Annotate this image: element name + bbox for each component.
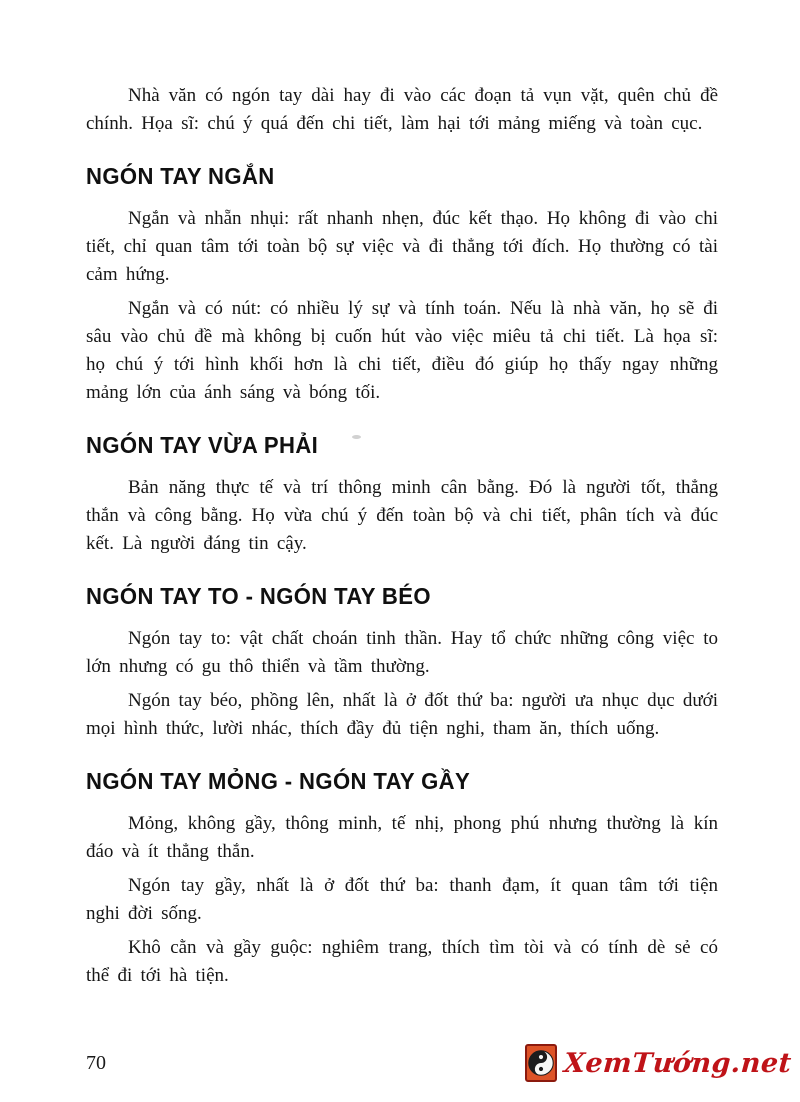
watermark-logo [525,1044,792,1082]
scan-artifact-speck [352,435,361,439]
page-footer [0,1040,800,1102]
watermark-text: XemTướng.net [563,1047,794,1079]
paragraph: Bản năng thực tế và trí thông minh cân bằng. Đó là người tốt, thẳng thắn và công bằng. Họ vừa chú ý đến toàn bộ và chi tiết, phân tích và đúc kết. Là người đáng tin cậy. [86,477,718,554]
paragraph: Ngón tay to: vật chất choán tinh thần. Hay tổ chức những công việc to lớn nhưng có gu thô thiển và tầm thường. [86,628,718,677]
paragraph: Ngắn và nhẵn nhụi: rất nhanh nhẹn, đúc kết thạo. Họ không đi vào chi tiết, chỉ quan tâm tới toàn bộ sự việc và đi thẳng tới đích. Họ thường có tài cảm hứng. [86,208,718,285]
page-number: 70 [86,1052,106,1074]
page-content [86,76,718,990]
heading-ngon-tay-ngan: NGÓN TAY NGẮN [86,163,275,189]
paragraph: Ngón tay béo, phồng lên, nhất là ở đốt thứ ba: người ưa nhục dục dưới mọi hình thức, lười nhác, thích đầy đủ tiện nghi, tham ăn, thích uống. [86,690,718,739]
heading-ngon-tay-to-beo: NGÓN TAY TO - NGÓN TAY BÉO [86,583,431,609]
yin-yang-icon [525,1044,557,1082]
paragraph: Khô cằn và gầy guộc: nghiêm trang, thích tìm tòi và có tính dè sẻ có thể đi tới hà tiện. [86,937,718,986]
paragraph: Mỏng, không gầy, thông minh, tế nhị, phong phú nhưng thường là kín đáo và ít thẳng thắn. [86,813,718,862]
paragraph: Ngón tay gầy, nhất là ở đốt thứ ba: thanh đạm, ít quan tâm tới tiện nghi đời sống. [86,875,718,924]
heading-ngon-tay-mong-gay: NGÓN TAY MỎNG - NGÓN TAY GẦY [86,768,471,794]
heading-ngon-tay-vua-phai: NGÓN TAY VỪA PHẢI [86,432,319,458]
intro-paragraph: Nhà văn có ngón tay dài hay đi vào các đoạn tả vụn vặt, quên chủ đề chính. Họa sĩ: chú ý quá đến chi tiết, làm hại tới mảng miếng và toàn cục. [86,85,718,134]
paragraph: Ngắn và có nút: có nhiều lý sự và tính toán. Nếu là nhà văn, họ sẽ đi sâu vào chủ đề mà không bị cuốn hút vào việc miêu tả chi tiết. Là họa sĩ: họ chú ý tới hình khối hơn là chi tiết, điều đó giúp họ thấy ngay những mảng lớn của ánh sáng và bóng tối. [86,298,718,403]
